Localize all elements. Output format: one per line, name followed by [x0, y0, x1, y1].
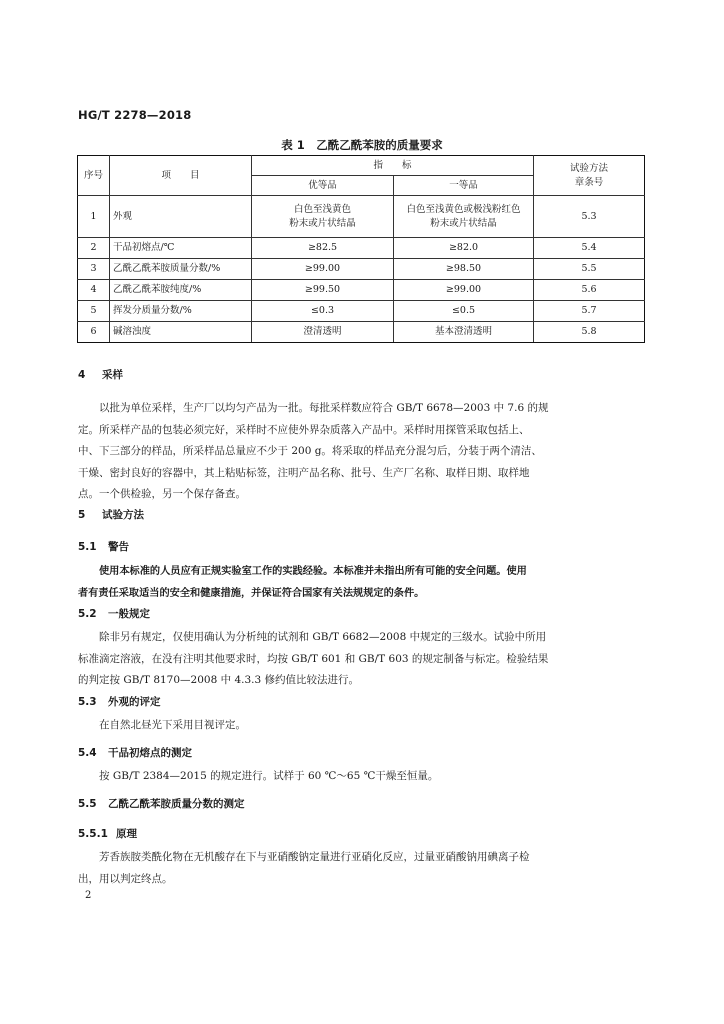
cell-premium-line2: 粉末或片状结晶 [289, 217, 356, 229]
section-number: 5.4 [78, 747, 97, 759]
cell-item: 碱溶浊度 [110, 322, 252, 343]
body-line: 标准滴定溶液，在没有注明其他要求时，均按 GB/T 601 和 GB/T 603 的规定制备与标定。检验结果 [78, 652, 549, 665]
body-line: 除非另有规定，仅使用确认为分析纯的试剂和 GB/T 6682—2008 中规定的三级水。试验中所用 [99, 631, 547, 643]
cell-premium: ≥99.50 [252, 280, 394, 301]
table-header-row [78, 156, 645, 176]
section-number: 5.5.1 [78, 828, 108, 840]
body-line: 者有责任采取适当的安全和健康措施，并保证符合国家有关法规规定的条件。 [78, 587, 425, 599]
header-method [534, 156, 645, 196]
body-line: 的判定按 GB/T 8170—2008 中 4.3.3 修约值比较法进行。 [78, 674, 359, 686]
body-line: 按 GB/T 2384—2015 的规定进行。试样于 60 ℃～65 ℃干燥至恒量。 [99, 770, 439, 782]
cell-first-grade [394, 196, 534, 238]
page-number: 2 [85, 890, 92, 901]
cell-method: 5.3 [534, 196, 645, 238]
section-number: 5.5 [78, 798, 97, 810]
section-5-heading [78, 507, 144, 522]
table-row [78, 196, 645, 238]
section-title: 干品初熔点的测定 [108, 747, 192, 759]
cell-method: 5.5 [534, 259, 645, 280]
cell-premium: ≤0.3 [252, 301, 394, 322]
cell-seq: 3 [78, 259, 110, 280]
body-line: 出，用以判定终点。 [78, 872, 173, 885]
cell-premium: ≥82.5 [252, 238, 394, 259]
cell-method: 5.4 [534, 238, 645, 259]
standard-code: HG/T 2278—2018 [78, 108, 192, 122]
section-title: 一般规定 [108, 608, 150, 620]
cell-premium [252, 196, 394, 238]
section-5-4-heading [78, 745, 192, 760]
body-line: 使用本标准的人员应有正规实验室工作的实践经验。本标准并未指出所有可能的安全问题。使用 [99, 566, 527, 577]
section-title: 采样 [102, 369, 123, 381]
cell-premium-line1: 白色至浅黄色 [293, 203, 351, 215]
cell-first-grade: ≤0.5 [394, 301, 534, 322]
table-row [78, 280, 645, 301]
section-title: 乙酰乙酰苯胺质量分数的测定 [108, 798, 245, 810]
section-number: 5 [78, 509, 86, 521]
table-row [78, 301, 645, 322]
cell-premium: 澄清透明 [252, 322, 394, 343]
header-indicator: 指 标 [252, 156, 534, 176]
header-item: 项 目 [110, 156, 252, 196]
section-5-2-heading [78, 606, 150, 621]
body-line: 芳香族胺类酰化物在无机酸存在下与亚硝酸钠定量进行亚硝化反应，过量亚硝酸钠用碘离子检 [99, 851, 530, 863]
section-number: 5.1 [78, 541, 97, 553]
cell-item: 干品初熔点/℃ [110, 238, 252, 259]
body-line: 点。一个供检验，另一个保存备查。 [78, 488, 246, 500]
cell-method: 5.8 [534, 322, 645, 343]
body-line: 干燥、密封良好的容器中，其上粘贴标签，注明产品名称、批号、生产厂名称、取样日期、取样地 [78, 466, 530, 479]
cell-seq: 6 [78, 322, 110, 343]
cell-first-grade: ≥99.00 [394, 280, 534, 301]
section-5-3-heading [78, 694, 161, 709]
header-first-grade: 一等品 [394, 176, 534, 196]
header-method-line1: 试验方法 [570, 162, 609, 174]
body-line: 以批为单位采样，生产厂以均匀产品为一批。每批采样数应符合 GB/T 6678—2003 中 7.6 的规 [99, 402, 549, 414]
section-title: 外观的评定 [108, 696, 161, 708]
body-line: 在自然北昼光下采用目视评定。 [99, 719, 246, 731]
cell-seq: 4 [78, 280, 110, 301]
section-5-2-body [78, 627, 644, 692]
header-premium: 优等品 [252, 176, 394, 196]
section-5-5-1-body [78, 847, 644, 890]
section-5-4-body [78, 766, 644, 788]
cell-first-line1: 白色至浅黄色或极浅粉红色 [406, 203, 521, 215]
cell-first-line2: 粉末或片状结晶 [430, 217, 497, 229]
cell-item: 挥发分质量分数/% [110, 301, 252, 322]
section-5-1-heading [78, 539, 129, 554]
cell-seq: 5 [78, 301, 110, 322]
section-4-heading [78, 367, 123, 382]
section-title: 试验方法 [102, 509, 144, 521]
table-row [78, 259, 645, 280]
section-5-3-body [78, 715, 644, 737]
table-row [78, 322, 645, 343]
table-caption: 表 1 乙酰乙酰苯胺的质量要求 [281, 138, 443, 152]
cell-seq: 2 [78, 238, 110, 259]
section-5-5-1-heading [78, 826, 137, 841]
header-seq: 序号 [78, 156, 110, 196]
table-row [78, 238, 645, 259]
header-method-line2: 章条号 [574, 176, 604, 188]
cell-item: 乙酰乙酰苯胺质量分数/% [110, 259, 252, 280]
body-line: 中、下三部分的样品，所采样品总量应不少于 200 g。将采取的样品充分混匀后，分装于两个清洁、 [78, 445, 542, 457]
cell-seq: 1 [78, 196, 110, 238]
section-number: 5.2 [78, 608, 97, 620]
cell-first-grade: ≥98.50 [394, 259, 534, 280]
cell-first-grade: 基本澄清透明 [394, 322, 534, 343]
section-number: 5.3 [78, 696, 97, 708]
cell-first-grade: ≥82.0 [394, 238, 534, 259]
section-title: 警告 [108, 541, 129, 553]
section-4-body [78, 398, 644, 506]
body-line: 定。所采样产品的包装必须完好，采样时不应使外界杂质落入产品中。采样时用探管采取包括上、 [78, 423, 530, 436]
section-5-5-heading [78, 796, 245, 811]
cell-item: 乙酰乙酰苯胺纯度/% [110, 280, 252, 301]
cell-premium: ≥99.00 [252, 259, 394, 280]
section-number: 4 [78, 369, 86, 381]
cell-method: 5.7 [534, 301, 645, 322]
cell-item: 外观 [110, 196, 252, 238]
cell-method: 5.6 [534, 280, 645, 301]
quality-requirements-table [77, 155, 645, 343]
section-title: 原理 [116, 828, 137, 840]
section-5-1-body [78, 561, 644, 604]
